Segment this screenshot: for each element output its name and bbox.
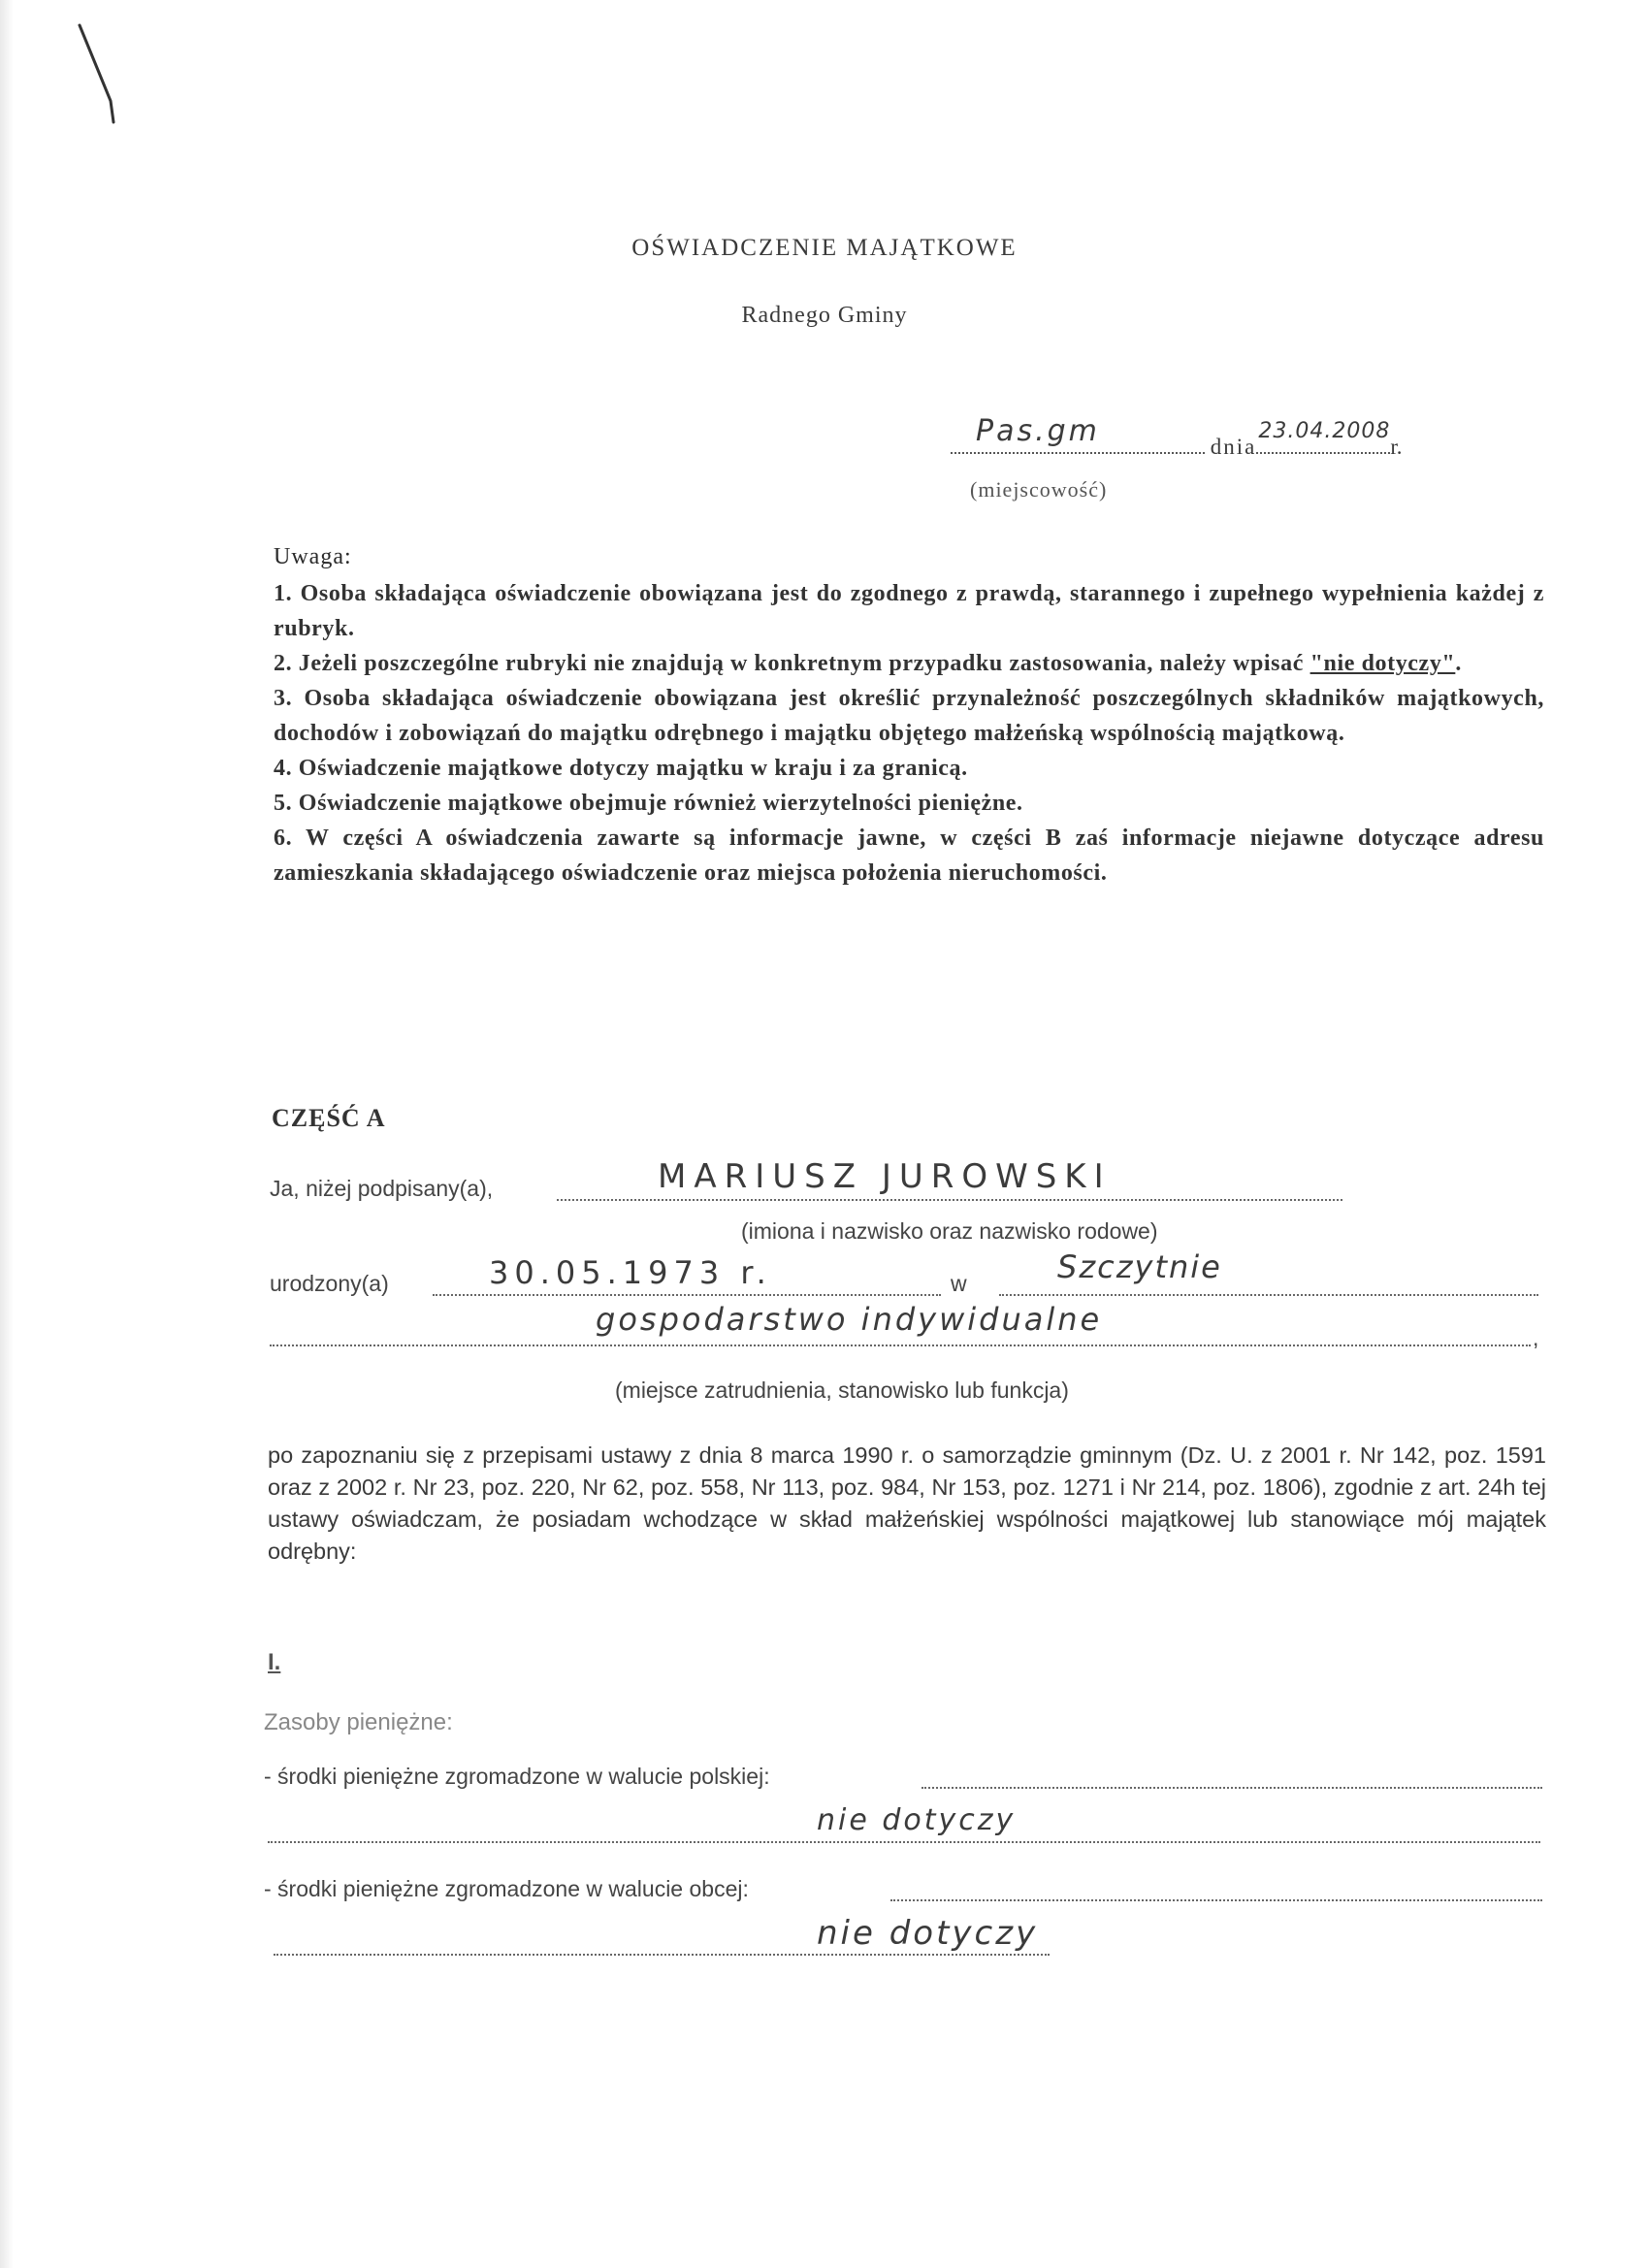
foreign-field-line-1 (890, 1899, 1542, 1901)
employment-field (270, 1345, 1531, 1346)
employment-caption: (miejsce zatrudnienia, stanowisko lub funkcja) (615, 1377, 1069, 1403)
note-item-1: 1. Osoba składająca oświadczenie obowiązana jest do zgodnego z prawdą, starannego i zupełnego wypełnienia każdej z rubryk. (274, 581, 1544, 641)
birth-date-field (433, 1294, 941, 1296)
place-date-line (951, 414, 1403, 460)
document-title: OŚWIADCZENIE MAJĄTKOWE (631, 235, 1018, 261)
birth-place-handwritten: Szczytnie (1057, 1248, 1222, 1285)
name-handwritten: MARIUSZ JUROWSKI (658, 1157, 1112, 1196)
note-item-6: 6. W części A oświadczenia zawarte są informacje jawne, w części B zaś informacje niejawne dotyczące adresu zamieszkania składającego oświadczenie oraz miejsca położenia nieruchomości. (274, 826, 1544, 886)
place-field (951, 414, 1205, 454)
day-label: dnia (1210, 435, 1257, 459)
employment-handwritten: gospodarstwo indywidualne (596, 1301, 1103, 1338)
document-subtitle: Radnego Gminy (741, 303, 908, 328)
foreign-field-line-2 (274, 1954, 1050, 1956)
pln-value-handwritten: nie dotyczy (817, 1803, 1017, 1837)
birth-place-field (999, 1294, 1538, 1296)
note-item-4: 4. Oświadczenie majątkowe dotyczy majątku w kraju i za granicą. (274, 756, 968, 781)
name-caption: (imiona i nazwisko oraz nazwisko rodowe) (741, 1218, 1158, 1244)
section-1-title: Zasoby pieniężne: (264, 1709, 453, 1735)
signed-label: Ja, niżej podpisany(a), (270, 1176, 494, 1201)
note-item-5: 5. Oświadczenie majątkowe obejmuje również wierzytelności pieniężne. (274, 791, 1023, 816)
born-label: urodzony(a) (270, 1271, 389, 1296)
note-item-2-text: 2. Jeżeli poszczególne rubryki nie znajdują w konkretnym przypadku zastosowania, należy wpisać (274, 651, 1310, 676)
part-a-title: CZĘŚĆ A (272, 1104, 386, 1132)
notes-title: Uwaga: (274, 544, 352, 569)
section-1-number: I. (268, 1649, 281, 1675)
note-item-2-quote: "nie dotyczy" (1310, 651, 1456, 676)
note-item-2 (274, 646, 1544, 681)
year-suffix: r. (1390, 435, 1403, 459)
employment-trailing-comma: , (1533, 1325, 1539, 1350)
scan-edge-shadow (0, 0, 14, 2268)
name-field (557, 1199, 1342, 1201)
date-field (1256, 419, 1391, 454)
place-caption: (miejscowość) (970, 477, 1108, 502)
pln-field-line-2 (268, 1841, 1540, 1843)
pen-stroke-mark (60, 21, 177, 128)
pln-field-line-1 (922, 1787, 1542, 1789)
foreign-label: - środki pieniężne zgromadzone w walucie obcej: (264, 1876, 749, 1901)
birth-date-handwritten: 30.05.1973 r. (489, 1254, 772, 1291)
in-label: w (951, 1271, 967, 1296)
note-item-3: 3. Osoba składająca oświadczenie obowiązana jest określić przynależność poszczególnych składników majątkowych, dochodów i zobowiązań do majątku odrębnego i majątku objętego małżeńską wspólnością majątkową. (274, 686, 1544, 746)
notes-block (274, 539, 1544, 891)
date-handwritten: 23.04.2008 (1258, 419, 1391, 443)
foreign-value-handwritten: nie dotyczy (817, 1914, 1039, 1953)
pln-label: - środki pieniężne zgromadzone w walucie polskiej: (264, 1764, 770, 1789)
statement-paragraph: po zapoznaniu się z przepisami ustawy z dnia 8 marca 1990 r. o samorządzie gminnym (Dz. U. z 2001 r. Nr 142, poz. 1591 oraz z 2002 r. Nr 23, poz. 220, Nr 62, poz. 558, Nr 113, poz. 984, Nr 153, poz. 1271 i Nr 214, poz. 1806), zgodnie z art. 24h tej ustawy oświadczam, że posiadam wchodzące w skład małżeńskiej wspólności majątkowej lub stanowiące mój majątek odrębny: (268, 1442, 1546, 1564)
note-item-2-end: . (1455, 651, 1462, 676)
place-handwritten: Pas.gm (976, 414, 1100, 448)
